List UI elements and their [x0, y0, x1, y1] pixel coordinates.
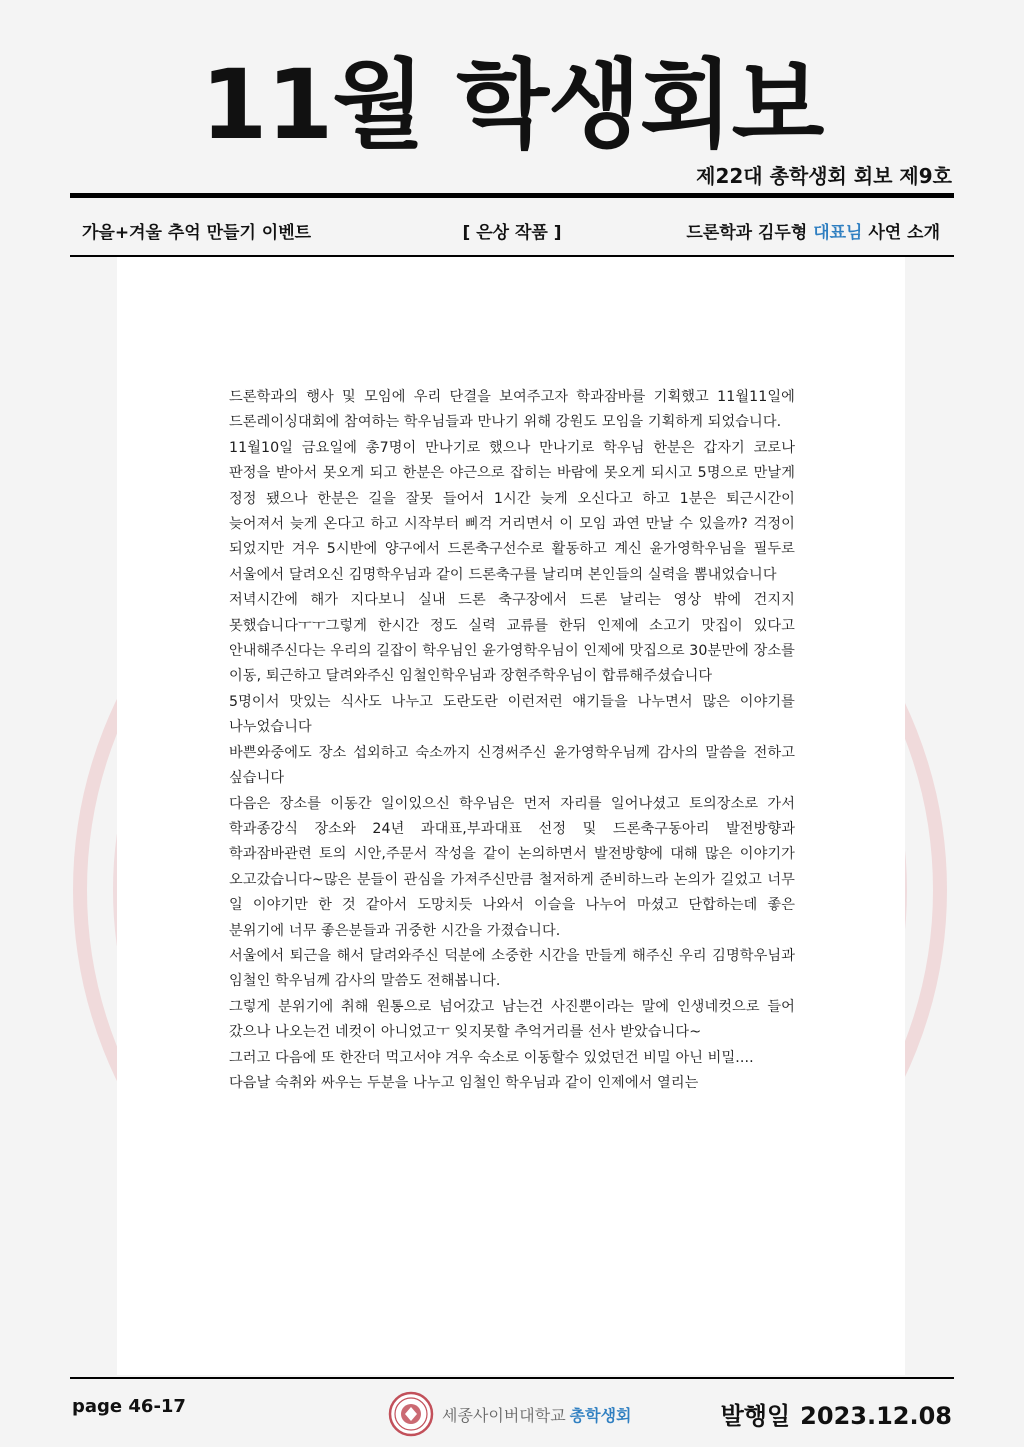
header-divider: [70, 193, 954, 198]
article-paragraph: 바쁜와중에도 장소 섭외하고 숙소까지 신경써주신 윤가영학우님께 감사의 말씀을 전하고 싶습니다: [229, 744, 795, 787]
newsletter-title: 11월 학생회보: [200, 49, 824, 161]
publication-date-label: 발행일: [720, 1402, 791, 1430]
article-paragraph: 그렇게 분위기에 취해 원통으로 넘어갔고 남는건 사진뿐이라는 말에 인생네컷으로 들어 갔으나 나오는건 네컷이 아니었고ㅜ 잊지못할 추억거리를 선사 받았습니다~: [229, 998, 795, 1041]
footer-divider: [70, 1377, 954, 1379]
article-paragraph: 서울에서 퇴근을 해서 달려와주신 덕분에 소중한 시간을 만들게 해주신 우리 김명학우님과 임철인 학우님께 감사의 말씀도 전해봅니다.: [229, 947, 795, 990]
article-paragraph: 5명이서 맛있는 식사도 나누고 도란도란 이런저런 얘기들을 나누면서 많은 이야기를 나누었습니다: [229, 693, 795, 736]
article-body: [229, 385, 795, 1096]
article-paragraph: 다음날 숙취와 싸우는 두분을 나누고 임철인 학우님과 같이 인제에서 열리는: [229, 1074, 699, 1091]
university-seal-icon: [388, 1391, 434, 1437]
publication-date-value: 2023.12.08: [800, 1402, 952, 1430]
student-council-name: 총학생회: [569, 1405, 632, 1425]
award-label: [ 은상 작품 ]: [462, 223, 562, 243]
story-intro-accent: 대표님: [813, 223, 863, 243]
story-intro-suffix: 사연 소개: [862, 223, 940, 243]
event-name: 가을+겨울 추억 만들기 이벤트: [82, 223, 312, 243]
article-paragraph: 11월10일 금요일에 총7명이 만나기로 했으나 만나기로 학우님 한분은 갑자기 코로나 판정을 받아서 못오게 되고 한분은 야근으로 잡히는 바람에 못오게 되시고 5명으로 만날게 정정 됐으나 한분은 길을 잘못 들어서 1시간 늦게 오신다고 하고 1분은 퇴근시간이 늦어져서 늦게 온다고 하고 시작부터 삐걱 거리면서 이 모임 과연 만날 수 있을까? 걱정이 되었지만 겨우 5시반에 양구에서 드론축구선수로 활동하고 계신 윤가영학우님을 필두로 서울에서 달려오신 김명학우님과 같이 드론축구를 날리며 본인들의 실력을 뽐내었습니다: [229, 439, 795, 583]
story-intro: [686, 218, 940, 243]
page-number: page 46-17: [72, 1396, 186, 1417]
article-paragraph: 드론학과의 행사 및 모임에 우리 단결을 보여주고자 학과잠바를 기획했고 11월11일에 드론레이싱대회에 참여하는 학우님들과 만나기 위해 강원도 모임을 기획하게 되었습니다.: [229, 389, 795, 431]
article-paragraph: 그러고 다음에 또 한잔더 먹고서야 겨우 숙소로 이동할수 있었던건 비밀 아닌 비밀....: [229, 1049, 754, 1066]
article-paragraph: 다음은 장소를 이동간 일이있으신 학우님은 먼저 자리를 일어나셨고 토의장소로 가서 학과종강식 장소와 24년 과대표,부과대표 선정 및 드론축구동아리 발전방향과 학과잠바관련 토의 시안,주문서 작성을 같이 논의하면서 발전방향에 대해 많은 이야기가 오고갔습니다~많은 분들이 관심을 가져주신만큼 철저하게 준비하느라 논의가 길었고 너무 일 이야기만 한 것 같아서 도망치듯 나와서 이슬을 나누어 마셨고 단합하는데 좋은 분위기에 너무 좋은분들과 귀중한 시간을 가졌습니다.: [229, 795, 795, 939]
publication-date: [721, 1396, 952, 1431]
story-intro-prefix: 드론학과 김두형: [686, 223, 814, 243]
university-name: 세종사이버대학교: [442, 1405, 566, 1425]
footer-logo: [388, 1390, 631, 1438]
section-bar: [70, 212, 954, 248]
issue-number: 제22대 총학생회 회보 제9호: [696, 164, 952, 188]
article-paragraph: 저녁시간에 해가 지다보니 실내 드론 축구장에서 드론 날리는 영상 밖에 건지지 못했습니다ㅜㅜ그렇게 한시간 정도 실력 교류를 한뒤 인제에 소고기 맛집이 있다고 안내해주신다는 우리의 길잡이 학우님인 윤가영학우님이 인제에 맛집으로 30분만에 장소를 이동, 퇴근하고 달려와주신 임철인학우님과 장현주학우님이 합류해주셨습니다: [229, 592, 795, 685]
